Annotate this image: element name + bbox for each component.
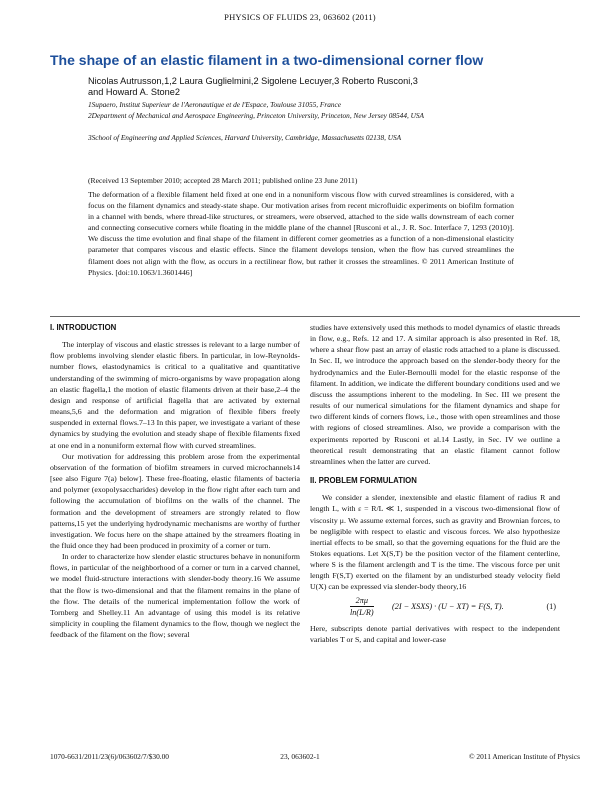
section-1-heading: I. INTRODUCTION <box>50 323 117 332</box>
intro-paragraph-continued: studies have extensively used this methods to model dynamics of elastic threads in flow, e.g., Refs. 12 and 17. A similar approach is also presented in Ref. 18, where a shear flow past an array of elastic rods attached to a plane is discussed. In Sec. II, we introduce the approach based on the slender-body theory for the hydrodynamics and the Euler-Bernoulli model for the elastic response of the filament. In addition, we indicate the different boundary conditions used and we discuss the assumptions inherent to the modeling. In Sec. III we present the results of our numerical simulations for the filament dynamics and shape for two different kinds of corners flows, i.e., those with open streamlines and those with regions of closed streamlines. Also, we provide a comparison with the experiments reported by Rusconi et al.14 Lastly, in Sec. IV we outline a theoretical result demonstrating that an elastic filament cannot follow streamlines when the latter are curved. <box>310 323 560 466</box>
received-dates: (Received 13 September 2010; accepted 28 March 2011; published online 23 June 2011) <box>88 176 358 185</box>
affiliation-1: 1Supaero, Institut Superieur de l'Aeronautique et de l'Espace, Toulouse 31055, France <box>88 100 342 109</box>
equation-denominator: ln(L/R) <box>350 607 374 617</box>
right-column <box>310 322 560 645</box>
authors-line-1: Nicolas Autrusson,1,2 Laura Guglielmini,2 Sigolene Lecuyer,3 Roberto Rusconi,3 <box>88 76 418 86</box>
footer-left: 1070-6631/2011/23(6)/063602/7/$30.00 <box>50 752 169 761</box>
author-list <box>88 76 558 98</box>
authors-line-2: and Howard A. Stone2 <box>88 87 180 97</box>
equation-number: (1) <box>546 601 556 611</box>
abstract: The deformation of a flexible filament held fixed at one end in a nonuniform viscous flow with curved streamlines is considered, with a focus on the filament dynamics and steady-state shape. Our motivation arises from recent microfluidic experiments on biofilm formation in a channel with bends, where thread-like structures, or streamers, were observed, attached to the side walls downstream of each corner and connecting consecutive corners while floating in the middle plane of the channel [Rusconi et al., J. R. Soc. Interface 7, 1293 (2010)]. We discuss the time evolution and final shape of the filament in different corner geometries as a function of a non-dimensional elasticity parameter that compares viscous and elastic effects. Since the filament develops tension, when the flow has curved streamlines the filament does not align with the flow, as occurs in a rectilinear flow, but rather it crosses the streamlines. © 2011 American Institute of Physics. [doi:10.1063/1.3601446] <box>88 190 514 277</box>
after-equation-text: Here, subscripts denote partial derivatives with respect to the independent variables T or S, and capital and lower-case <box>310 623 560 644</box>
footer-copyright: © 2011 American Institute of Physics <box>468 752 580 761</box>
formulation-paragraph: We consider a slender, inextensible and elastic filament of radius R and length L, with ε = R/L ≪ 1, suspended in a viscous two-dimensional flow of viscosity μ. We assume external forces, such as gravity and Brownian forces, to be negligible with respect to elastic and viscous forces. We also hypothesize inertial effects to be small, so that the governing equations for the fluid are the Stokes equations. Let X(S,T) be the position vector of the filament centerline, where S is the filament arclength and T is the time. The viscous force per unit length F(S,T) exerted on the filament by an undisturbed steady velocity field U(X) can be expressed via slender-body theory,16 <box>310 493 560 592</box>
equation-1 <box>310 593 560 623</box>
equation-fraction <box>350 595 374 618</box>
paper-title: The shape of an elastic filament in a two-dimensional corner flow <box>50 52 484 68</box>
intro-paragraph: Our motivation for addressing this problem arose from the experimental observation of the formation of biofilm streamers in curved microchannels14 [see also Figure 7(a) below]. These free-floating, elastic filaments of bacteria and polymer (exopolysaccharides) develop in the flow right after each turn and following the accumulation of biofilms on the walls of the channel. The formation and the development of streamers are strongly related to flow patterns,15 yet the underlying hydrodynamic mechanisms are worthy of further investigation. We focus here on the shape attained by the streamers floating in the fluid once they had been produced in proximity of a corner or turn. <box>50 451 300 550</box>
left-column <box>50 322 300 640</box>
header-divider <box>50 316 580 317</box>
intro-paragraph: The interplay of viscous and elastic stresses is relevant to a large number of flow problems involving slender elastic fibers. In particular, in low-Reynolds-number flows, elastodynamics is critical to a qualitative and quantitative understanding of the swimming of micro-organisms by wave propagation along an elastic flagella,1 the motion of elastic filaments driven at their base,2–4 the design and response of artificial flagella that are activated by external means,5,6 and the deformation and migration of flexible fibers freely suspended in external flows.7–13 In this paper, we investigate a variant of these dynamics by studying the evolution and steady shape of flexible filaments fixed at one end in a nonuniform external flow with curved streamlines. <box>50 340 300 450</box>
affiliation-2: 2Department of Mechanical and Aerospace Engineering, Princeton University, Princeton, New Jersey 08544, USA <box>88 111 424 120</box>
section-2-heading: II. PROBLEM FORMULATION <box>310 476 417 486</box>
footer-page-number: 23, 063602-1 <box>280 752 320 761</box>
equation-body: (2I − XSXS) · (U − XT) = F(S, T). <box>392 601 504 611</box>
intro-paragraph: In order to characterize how slender elastic structures behave in nonuniform flows, in particular of the neighborhood of a corner or turn in a carved channel, we model fluid-structure interactions with slender-body theory.16 We assume that the flow is two-dimensional and that the filament remains in the plane of the flow. The details of the numerical implementation follow the work of Tornberg and Shelley.11 An advantage of using this model is its relative simplicity in coupling the filament dynamics to the flow, though we neglect the feedback of the filament on the flow; several <box>50 552 300 640</box>
equation-numerator: 2πμ <box>350 595 374 607</box>
running-head: PHYSICS OF FLUIDS 23, 063602 (2011) <box>224 12 376 22</box>
affiliation-3: 3School of Engineering and Applied Sciences, Harvard University, Cambridge, Massachusetts 02138, USA <box>88 133 402 142</box>
